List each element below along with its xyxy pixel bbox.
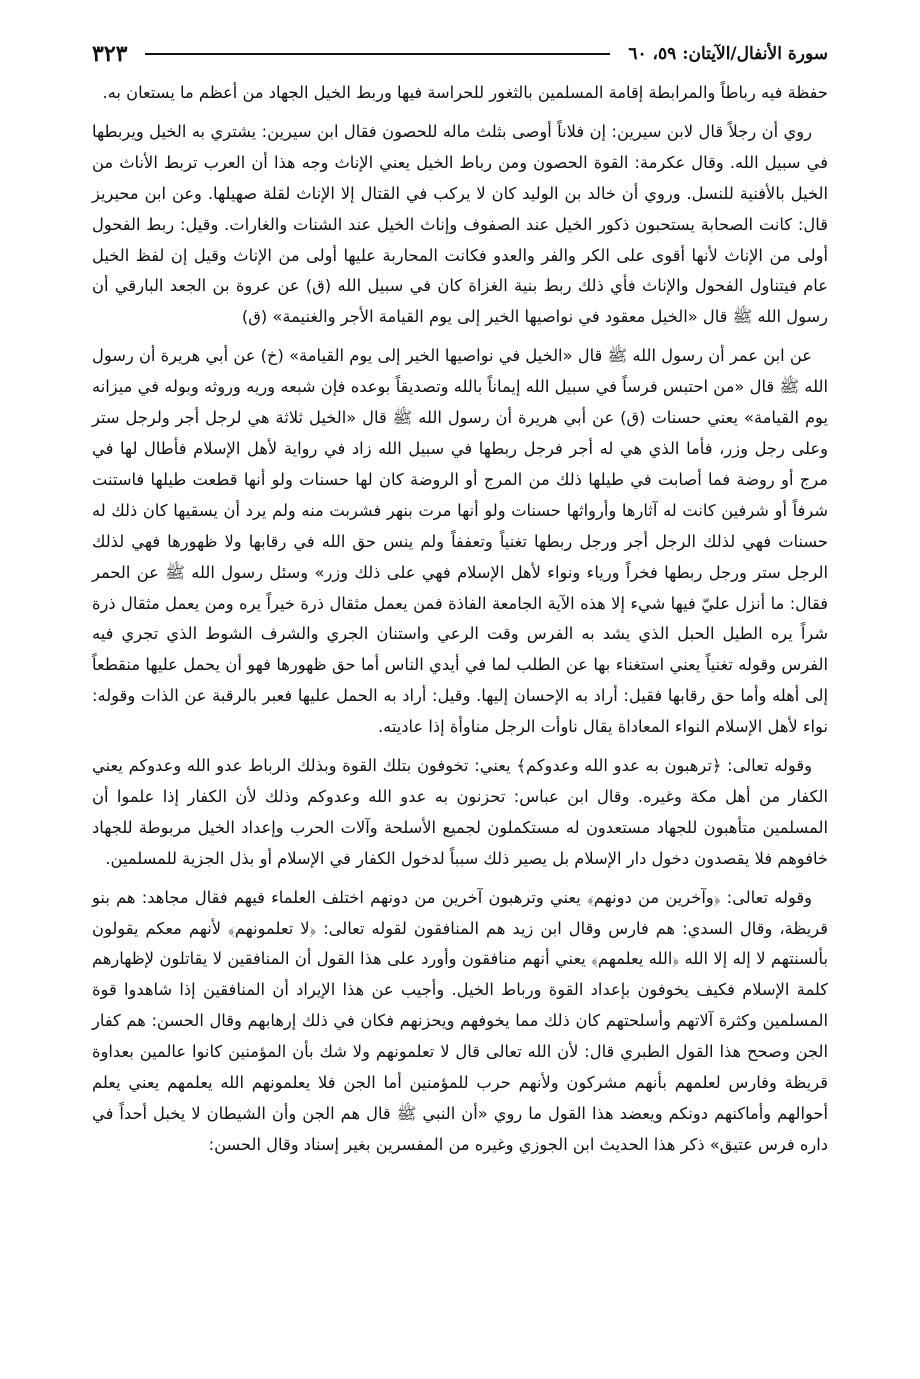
paragraph-horses-hadith: عن ابن عمر أن رسول الله ﷺ قال «الخيل في نواصيها الخير إلى يوم القيامة» (خ) عن أبي هريرة أن رسول الله ﷺ قال «من احتبس فرساً في سبيل الله إيماناً بالله وتصديقاً بوعده فإن شبعه وريه وروثه وبوله في ميزانه يوم القيامة» يعني حسنات (ق) عن أبي هريرة أن رسول الله ﷺ قال «الخيل ثلاثة هي لرجل أجر ولرجل ستر وعلى رجل وزر، فأما الذي هي له أجر فرجل ربطها في سبيل الله زاد في رواية لأهل الإسلام فأطال لها في مرج أو روضة فما أصابت في طيلها ذلك من المرج أو الروضة كان لها حسنات ولو أنها قطعت طيلها فاستنت شرفاً أو شرفين كانت له آثارها وأرواثها حسنات ولو أنها مرت بنهر فشربت منه ولم يرد أن يسقيها كان ذلك له حسنات فهي لذلك الرجل أجر ورجل ربطها تغنياً وتعففاً ولم ينس حق الله في رقابها ولا ظهورها فهي لذلك الرجل ستر ورجل ربطها فخراً ورياء ونواء لأهل الإسلام فهي على ذلك وزر» وسئل رسول الله ﷺ عن الحمر فقال: ما أنزل عليّ فيها شيء إلا هذه الآية الجامعة الفاذة فمن يعمل مثقال ذرة خيراً يره ومن يعمل مثقال ذرة شراً يره الطيل الحبل الذي يشد به الفرس وقت الرعي واستنان الجري والشرف الشوط الذي تجري فيه الفرس وقوله تغنياً يعني استغناء بها عن الطلب لما في أيدي الناس أما حق ظهورها فهو أن يحمل عليها منقطعاً إلى أهله وأما حق رقابها فقيل: أراد به الإحسان إليها. وقيل: أراد به الحمل عليها فعبر بالرقبة عن الذات وقوله: نواء لأهل الإسلام النواء المعاداة يقال ناوأت الرجل مناوأة إذا عاديته.: [92, 346, 828, 737]
header-rule: [145, 53, 610, 55]
paragraph-horses-narrations: روي أن رجلاً قال لابن سيرين: إن فلاناً أوصى بثلث ماله للحصون فقال ابن سيرين: يشتري به الخيل ويربطها في سبيل الله. وقال عكرمة: القوة الحصون ومن رباط الخيل يعني الإناث وجه هذا أن العرب تربط الأناث من الخيل بالأفنية للنسل. وروي أن خالد بن الوليد كان لا يركب في القتال إلا الإناث لقلة صهيلها. وعن ابن محيريز قال: كانت الصحابة يستحبون ذكور الخيل عند الصفوف وإناث الخيل عند الشنات والغارات. وقيل: ربط الفحول أولى من الإناث لأنها أقوى على الكر والفر والعدو فكانت المحاربة عليها أولى من الإناث وقيل إن لفظ الخيل عام فيتناول الفحول والإناث فأي ذلك ربط بنية الغزاة كان في سبيل الله (ق) عن عروة بن الجعد البارقي أن رسول الله ﷺ قال «الخيل معقود في نواصيها الخير إلى يوم القيامة الأجر والغنيمة» (ق): [92, 121, 828, 327]
paragraph-ribat-intro: حفظة فيه رباطاً والمرابطة إقامة المسلمين بالثغور للحراسة فيها وربط الخيل الجهاد من أعظم ما يستعان به.: [102, 83, 828, 102]
paragraph-turhibuna-verse: وقوله تعالى: ﴿ترهبون به عدو الله وعدوكم﴾ يعني: تخوفون بتلك القوة وبذلك الرباط عدو الله وعدوكم يعني الكفار من أهل مكة وغيره. وقال ابن عباس: تحزنون به عدو الله وعدوكم وذلك لأن الكفار إذا علموا أن المسلمين متأهبون للجهاد مستعدون له مستكملون لجميع الأسلحة وآلات الحرب وإعداد الخيل مربوطة للجهاد خافوهم فلا يقصدون دخول دار الإسلام بل يصير ذلك سبباً لدخول الكفار في الإسلام أو بذل الجزية للمسلمين.: [92, 756, 828, 868]
page-number: ٣٢٣: [92, 41, 128, 67]
page-header: [92, 34, 828, 74]
running-title: سورة الأنفال/الآيتان: ٥٩، ٦٠: [628, 44, 828, 64]
paragraph-akharin-verse: وقوله تعالى: ﴿وآخرين من دونهم﴾ يعني وترهبون آخرين من دونهم اختلف العلماء فيهم فقال مجاهد: هم بنو قريظة، وقال السدي: هم فارس وقال ابن زيد هم المنافقون لقوله تعالى: ﴿لا تعلمونهم﴾ لأنهم معكم يقولون بألسنتهم لا إله إلا الله ﴿الله يعلمهم﴾ يعني أنهم منافقون وأورد على هذا القول أن المنافقين لا يقاتلون لإظهارهم كلمة الإسلام فكيف يخوفون بإعداد القوة ورباط الخيل. وأجيب عن هذا الإيراد أن المنافقين إذا شاهدوا قوة المسلمين وكثرة آلاتهم وأسلحتهم كان ذلك مما يخوفهم ويحزنهم فكان في ذلك إرهابهم وقال الحسن: هم كفار الجن وصحح هذا القول الطبري قال: لأن الله تعالى قال لا تعلمونهم ولا شك بأن المؤمنين كانوا عالمين بعداوة قريظة وفارس لعلمهم بأنهم مشركون ولأنهم حرب للمؤمنين أما الجن فلا يعلمونهم الله يعلمهم يعني يعلم أحوالهم وأماكنهم دونكم ويعضد هذا القول ما روي «أن النبي ﷺ قال هم الجن وأن الشيطان لا يخبل أحداً في داره فرس عتيق» ذكر هذا الحديث ابن الجوزي وغيره من المفسرين بغير إسناد وقال الحسن:: [92, 887, 828, 1154]
